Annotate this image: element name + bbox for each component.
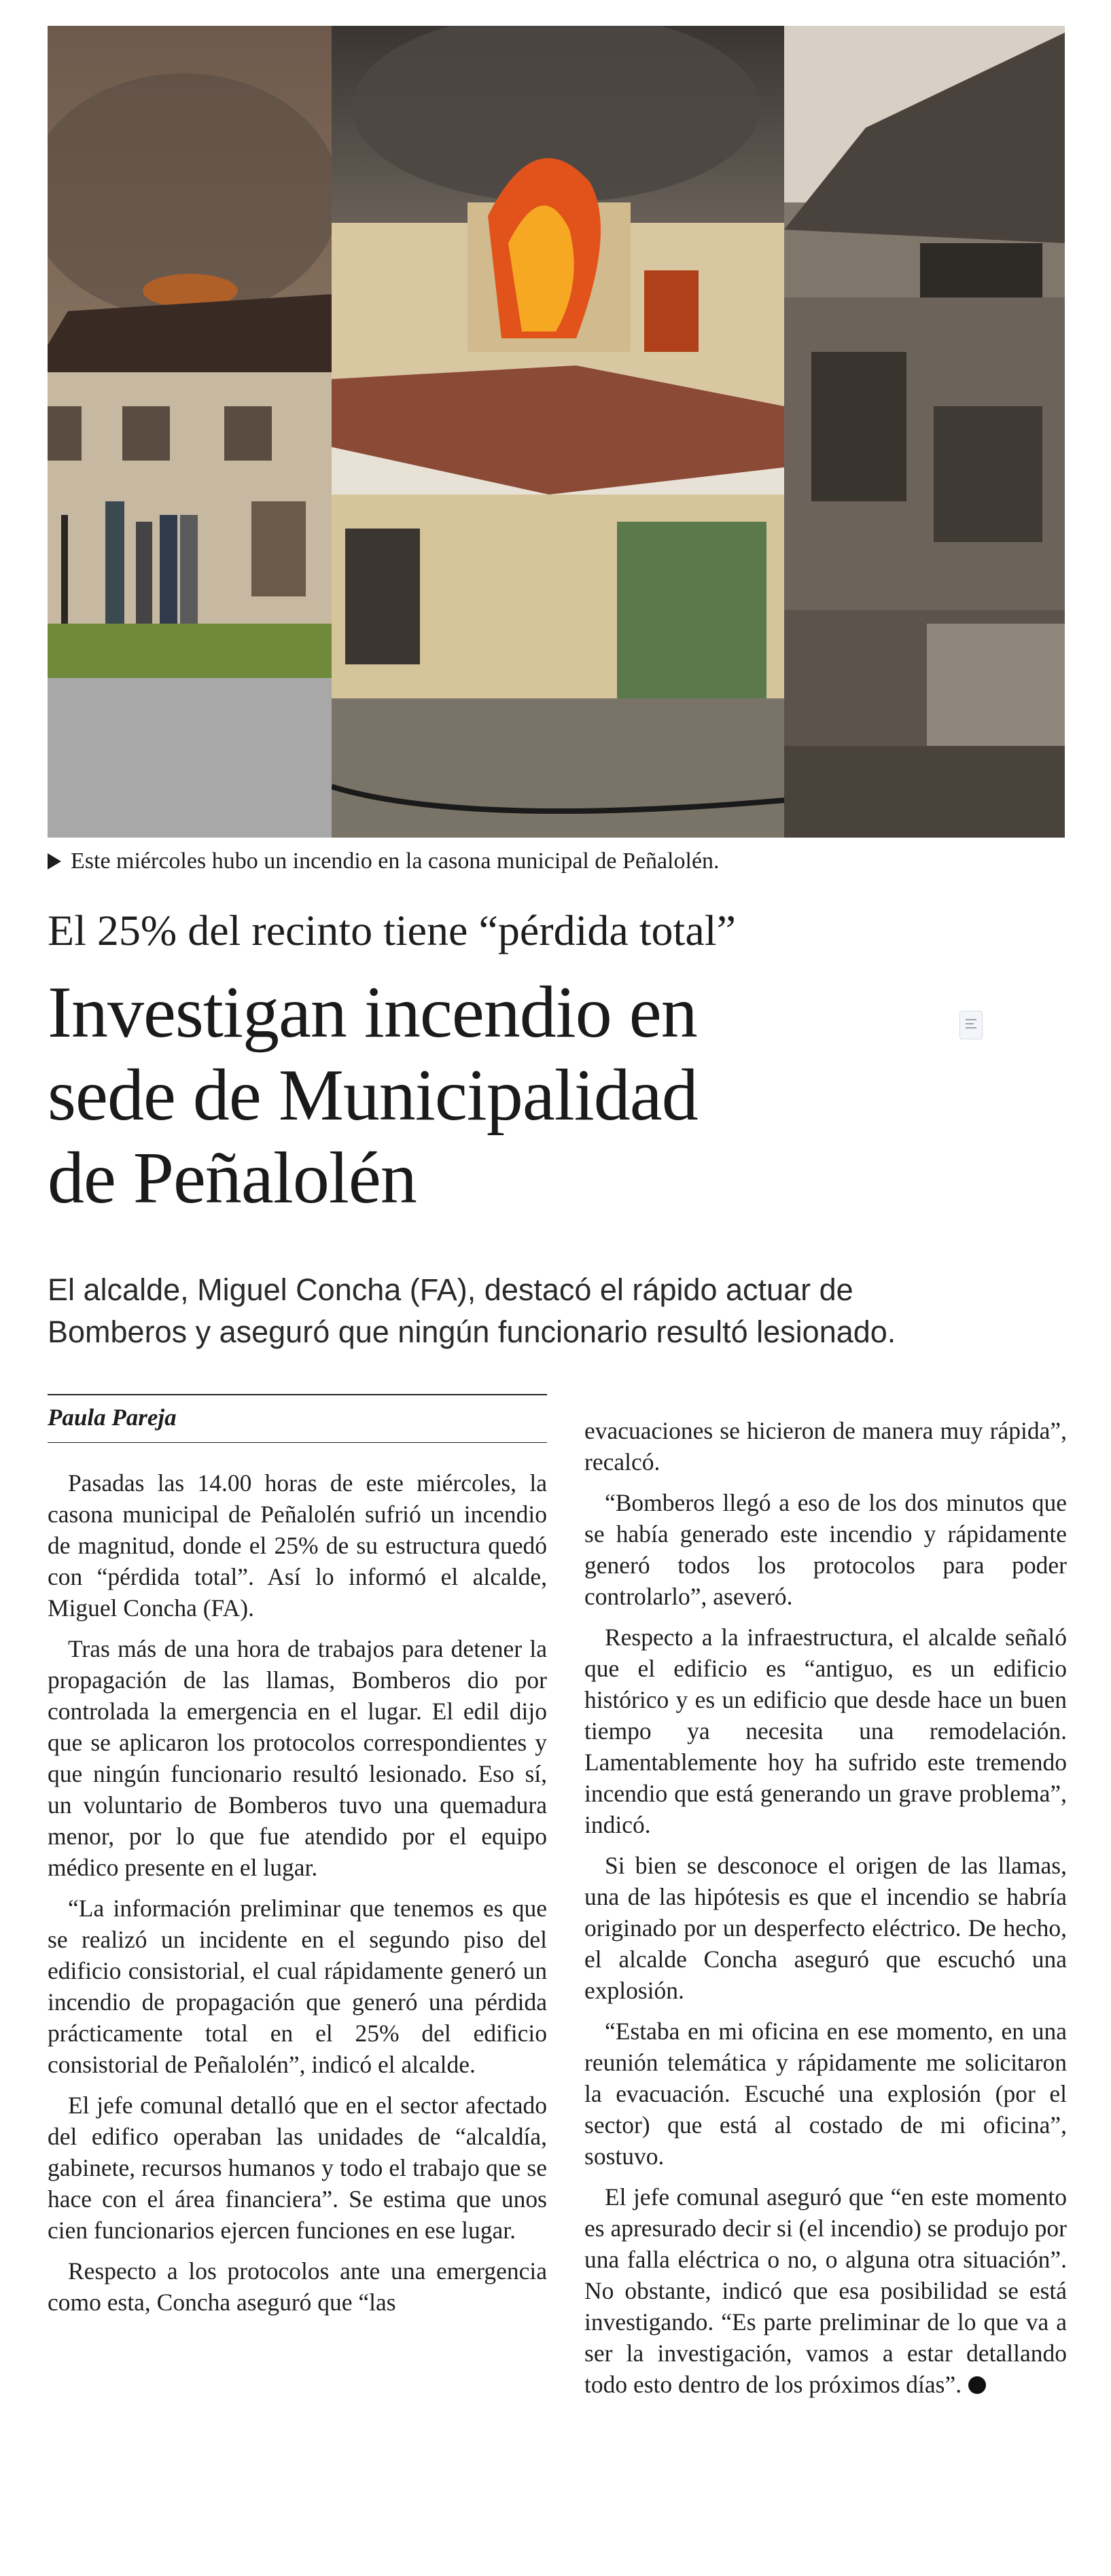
lead-line-1: El alcalde, Miguel Concha (FA), destacó el rápido actuar de (48, 1272, 853, 1307)
headline-line-1: Investigan incendio en (48, 972, 697, 1053)
body-paragraph-continued: evacuaciones se hicieron de manera muy rápida”, recalcó. (584, 1417, 1067, 1475)
headline (48, 971, 931, 1220)
photo-caption (48, 844, 1065, 878)
body-paragraph: “Estaba en mi oficina en ese momento, en una reunión telemática y rápidamente me solicitaron la evacuación. Escuché una explosión (por el sector) que está al costado de mi oficina”, sostuvo. (584, 2018, 1067, 2170)
headline-line-3: de Peñalolén (48, 1138, 417, 1219)
kicker: El 25% del recinto tiene “pérdida total” (48, 906, 736, 954)
end-of-article-icon (968, 2376, 986, 2394)
byline: Paula Pareja (48, 1404, 177, 1431)
body-paragraph: “Bomberos llegó a eso de los dos minutos que se había generado este incendio y rápidamente generó todos los protocolos para poder controlarlo”, aseveró. (584, 1489, 1067, 1610)
photo-strip (48, 26, 1065, 838)
body-paragraph: “La información preliminar que tenemos es que se realizó un incidente en el segundo piso del edificio consistorial, el cual rápidamente generó un incendio de propagación que generó una pérdida prácticamente total en el 25% del edificio consistorial de Peñalolén”, indicó el alcalde. (48, 1895, 547, 2078)
body-paragraph: Respecto a los protocolos ante una emergencia como esta, Concha aseguró que “las (48, 2257, 547, 2316)
note-icon-line (966, 1027, 976, 1028)
body-paragraph-text: El jefe comunal aseguró que “en este momento es apresurado decir si (el incendio) se produjo por una falla eléctrica o no, o alguna otra situación”. No obstante, indicó que esa posibilidad se está investigando. “Es parte preliminar de lo que va a ser la investigación, vamos a estar detallando todo esto dentro de los próximos días”. (584, 2183, 1067, 2398)
lead-line-2: Bomberos y aseguró que ningún funcionario resultó lesionado. (48, 1314, 896, 1349)
note-icon-line (966, 1019, 976, 1020)
note-icon-line (966, 1023, 974, 1024)
caption-text: Este miércoles hubo un incendio en la casona municipal de Peñalolén. (71, 848, 720, 874)
body-paragraph: Tras más de una hora de trabajos para detener la propagación de las llamas, Bomberos dio por controlada la emergencia en el lugar. El edil dijo que se aplicaron los protocolos correspondientes y que ningún funcionario resultó lesionado. Eso sí, un voluntario de Bomberos tuvo una quemadura menor, por lo que fue atendido por el equipo médico presente en el lugar. (48, 1635, 547, 1881)
note-icon[interactable] (959, 1011, 983, 1039)
fire-photo-right (784, 26, 1065, 838)
headline-line-2: sede de Municipalidad (48, 1055, 698, 1136)
fire-photo-center (332, 26, 784, 838)
body-paragraph: Pasadas las 14.00 horas de este miércoles, la casona municipal de Peñalolén sufrió un incendio de magnitud, donde el 25% de su estructura quedó con “pérdida total”. Así lo informó el alcalde, Miguel Concha (FA). (48, 1469, 547, 1622)
body-column-2 (584, 1415, 1067, 2410)
fire-photo-left (48, 26, 332, 838)
byline-rule-bottom (48, 1442, 547, 1443)
body-paragraph: Respecto a la infraestructura, el alcalde señaló que el edificio es “antiguo, es un edificio histórico y es un edificio que desde hace un buen tiempo ya necesita una remodelación. Lamentablemente hoy ha sufrido este tremendo incendio que está generando un grave problema”, indicó. (584, 1624, 1067, 1838)
body-paragraph-last (584, 2181, 1067, 2400)
caption-marker-icon (48, 853, 61, 870)
lead-paragraph (48, 1269, 1033, 1353)
body-paragraph: Si bien se desconoce el origen de las llamas, una de las hipótesis es que el incendio se habría originado por un desperfecto eléctrico. De hecho, el alcalde Concha aseguró que escuchó una explosión. (584, 1852, 1067, 2004)
body-column-1 (48, 1467, 547, 2327)
body-paragraph: El jefe comunal detalló que en el sector afectado del edifico operaban las unidades de “alcaldía, gabinete, recursos humanos y todo el trabajo que se hace con el área financiera”. Se estima que unos cien funcionarios ejercen funciones en ese lugar. (48, 2092, 547, 2244)
byline-rule-top (48, 1394, 547, 1395)
